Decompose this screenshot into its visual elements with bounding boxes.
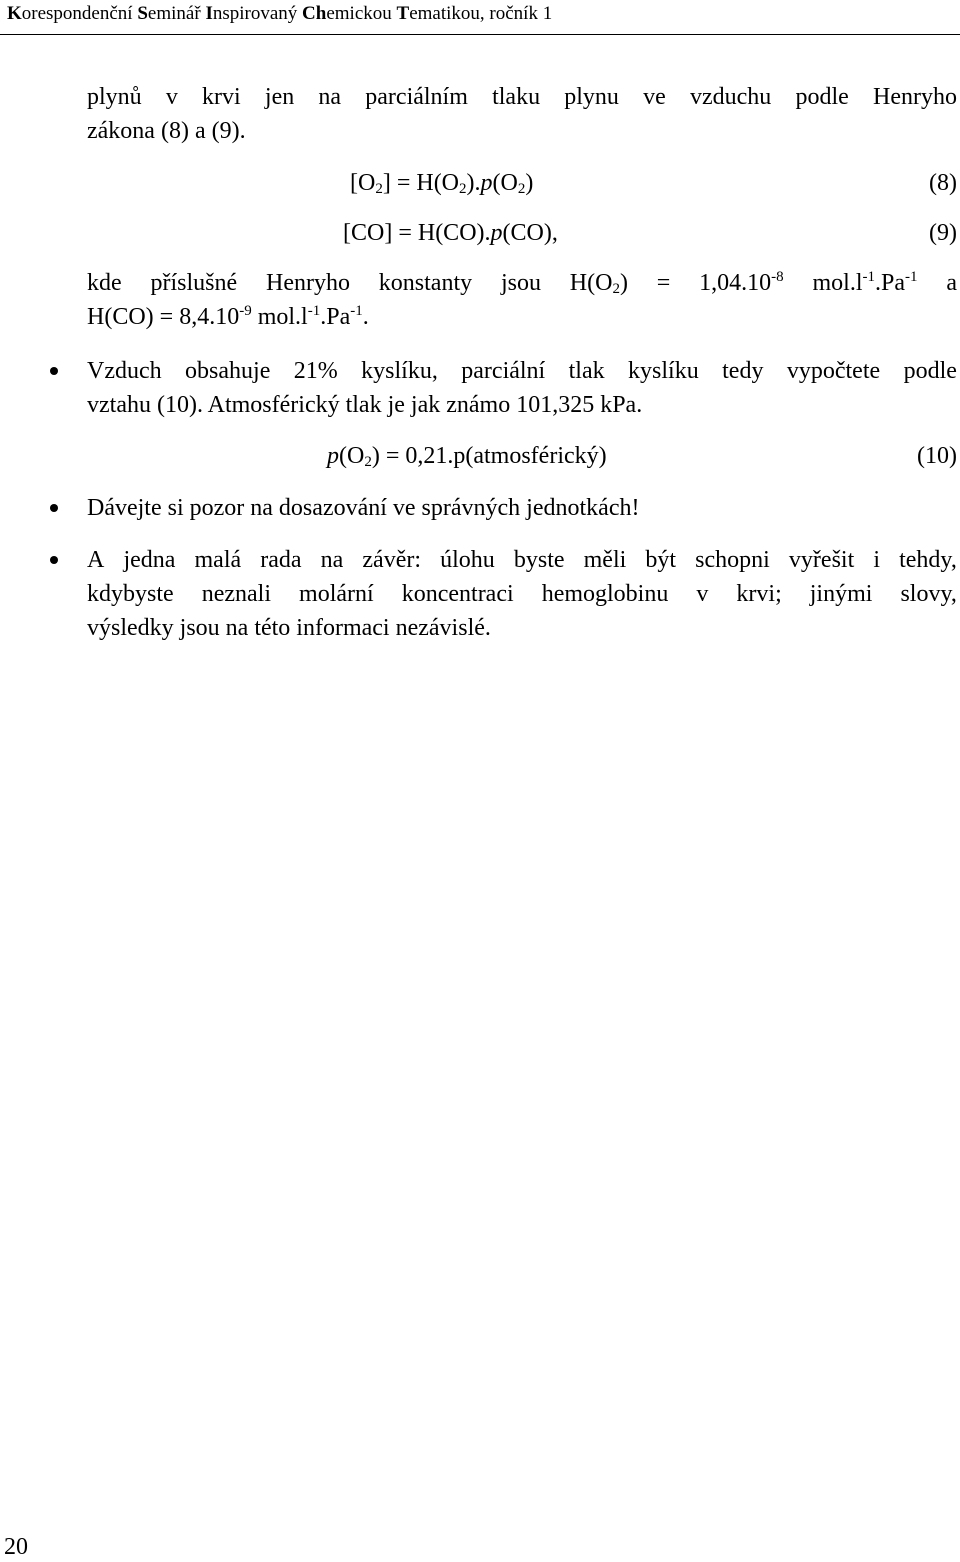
word: být xyxy=(645,547,677,573)
h-o2-unit: $mol.l^{-1}.Pa^{-1}$ xyxy=(812,269,918,296)
word: krvi; xyxy=(736,581,782,607)
bullet-2-line-1: Dávejte si pozor na dosazování ve správných jednotkách! xyxy=(87,495,640,521)
word: rada xyxy=(260,547,302,573)
bullet-3-icon xyxy=(50,556,58,564)
paragraph-line-1 xyxy=(87,82,957,112)
bullet-1-icon xyxy=(50,367,58,375)
constants-line-1: kde příslušné Henryho konstanty jsou $H(O_2)$ = $1,04.10^{-8}$ $mol.l^{-1}.Pa^{-1}$ a xyxy=(87,269,957,297)
word: hemoglobinu xyxy=(541,581,669,607)
word: podle xyxy=(795,84,849,110)
word: 21% xyxy=(293,358,338,384)
word: malá xyxy=(194,547,242,573)
word: i xyxy=(873,547,881,573)
word: plynu xyxy=(564,84,619,110)
word: jinými xyxy=(809,581,873,607)
word: A xyxy=(87,547,105,573)
h-o2-constant: $H(O_2)$ xyxy=(569,270,628,297)
word: tedy xyxy=(722,358,764,384)
header-part-5: Tematikou, ročník 1 xyxy=(396,3,553,24)
header-part-1: Korespondenční xyxy=(7,3,138,24)
equation-10: $p(O_2)$ = 0,21.p(atmosférický) xyxy=(327,443,607,470)
header-rule xyxy=(0,34,960,35)
word: závěr: xyxy=(362,547,422,573)
word: neznali xyxy=(201,581,271,607)
word: tlaku xyxy=(492,84,541,110)
word: Vzduch xyxy=(87,358,162,384)
word: schopni xyxy=(695,547,770,573)
header-part-2: Seminář xyxy=(137,3,206,24)
equation-number-8: (8) xyxy=(929,170,957,196)
word: kdybyste xyxy=(87,581,174,607)
paragraph-line-2: zákona (8) a (9). xyxy=(87,118,246,144)
word: koncentraci xyxy=(401,581,514,607)
bullet-1-line-1 xyxy=(87,356,957,386)
word: jedna xyxy=(123,547,176,573)
word: vyřešit xyxy=(788,547,855,573)
word: v xyxy=(165,84,178,110)
equation-8: $[O_2] = H(O_2).p(O_2)$ xyxy=(350,170,534,197)
header-part-3: Inspirovaný xyxy=(205,3,303,24)
word: Henryho xyxy=(872,84,957,110)
word: parciálním xyxy=(365,84,468,110)
bullet-3-line-3: výsledky jsou na této informaci nezávislé. xyxy=(87,615,491,641)
word: na xyxy=(320,547,344,573)
word: obsahuje xyxy=(185,358,271,384)
word: vypočtete xyxy=(786,358,881,384)
header-part-4: Chemickou xyxy=(302,3,397,24)
word: podle xyxy=(903,358,957,384)
word: parciální xyxy=(461,358,546,384)
word: plynů xyxy=(87,84,142,110)
word: tehdy, xyxy=(899,547,957,573)
word: krvi xyxy=(202,84,241,110)
bullet-3-line-2 xyxy=(87,579,957,609)
constants-line-2: $H(CO) = 8,4.10^{-9}$ $mol.l^{-1}.Pa^{-1}$. xyxy=(87,303,369,330)
word: kyslíku xyxy=(628,358,699,384)
equation-number-9: (9) xyxy=(929,220,957,246)
bullet-1-line-2: vztahu (10). Atmosférický tlak je jak známo 101,325 kPa. xyxy=(87,392,643,418)
equation-9: [CO] = H(CO).p(CO), xyxy=(343,220,558,246)
word: měli xyxy=(583,547,627,573)
word: na xyxy=(318,84,342,110)
word: kyslíku, xyxy=(361,358,438,384)
word: tlak xyxy=(568,358,605,384)
equation-number-10: (10) xyxy=(917,443,957,469)
word: slovy, xyxy=(900,581,957,607)
running-header xyxy=(7,2,552,26)
h-o2-value: $1,04.10^{-8}$ xyxy=(699,269,784,296)
bullet-3-line-1 xyxy=(87,545,957,575)
word: jen xyxy=(264,84,295,110)
word: úlohu xyxy=(440,547,495,573)
bullet-2-icon xyxy=(50,504,58,512)
page-number: 20 xyxy=(4,1534,28,1560)
word: byste xyxy=(513,547,565,573)
word: vzduchu xyxy=(689,84,772,110)
word: v xyxy=(696,581,709,607)
word: ve xyxy=(643,84,666,110)
word: molární xyxy=(299,581,374,607)
